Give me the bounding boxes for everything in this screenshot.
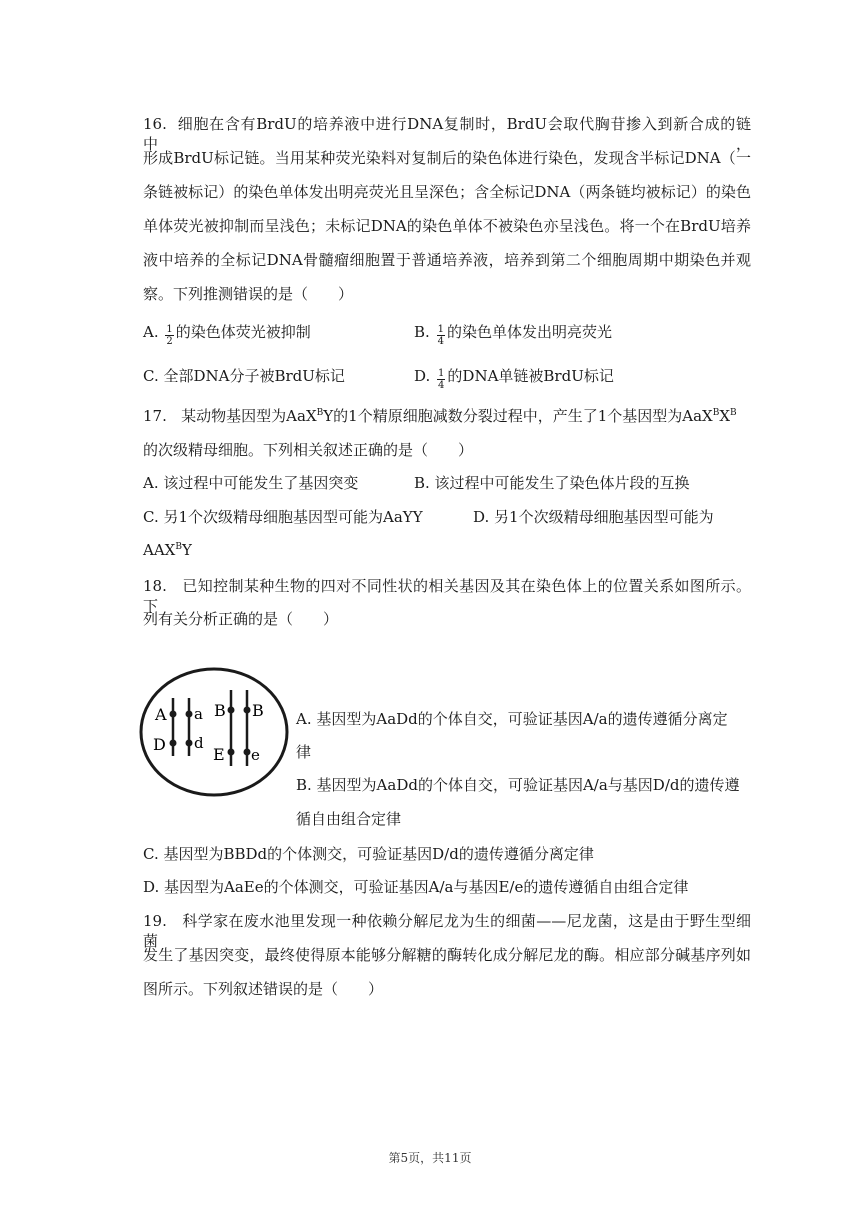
q18-option-b-cont: 循自由组合定律 bbox=[296, 810, 402, 828]
q18-option-d[interactable]: D. 基因型为AaEe的个体测交，可验证基因A/a与基因E/e的遗传遵循自由组合定律 bbox=[143, 878, 689, 896]
q17-option-b[interactable]: B. 该过程中可能发生了染色体片段的互换 bbox=[414, 474, 690, 492]
q16-line-6: 察。下列推测错误的是（ ） bbox=[143, 285, 354, 303]
q16-line-2: 形成BrdU标记链。当用某种荧光染料对复制后的染色体进行染色，发现含半标记DNA（一 bbox=[143, 149, 751, 167]
q19-line-1: 19. 科学家在废水池里发现一种依赖分解尼龙为生的细菌——尼龙菌，这是由于野生型细菌 bbox=[143, 912, 751, 950]
gene-locus bbox=[228, 749, 235, 756]
q18-number: 18. bbox=[143, 577, 167, 595]
gene-locus bbox=[186, 740, 193, 747]
q16-line-5: 液中培养的全标记DNA骨髓瘤细胞置于普通培养液，培养到第二个细胞周期中期染色并观 bbox=[143, 251, 751, 269]
q19-line-2: 发生了基因突变，最终使得原本能够分解糖的酶转化成分解尼龙的酶。相应部分碱基序列如 bbox=[143, 946, 751, 964]
q17-option-a[interactable]: A. 该过程中可能发生了基因突变 bbox=[143, 474, 359, 492]
gene-locus bbox=[244, 707, 251, 714]
q18-option-a-cont: 律 bbox=[296, 743, 312, 761]
q18-line-2: 列有关分析正确的是（ ） bbox=[143, 610, 339, 628]
q16-option-d[interactable]: D. $\frac{1}{4}$ 的DNA单链被BrdU标记 bbox=[414, 367, 614, 391]
page-footer: 第5页，共11页 bbox=[388, 1151, 472, 1165]
gene-label-a: a bbox=[194, 705, 203, 723]
gene-label-e: e bbox=[251, 746, 260, 764]
gene-label-D: D bbox=[153, 735, 166, 754]
q19-line-3: 图所示。下列叙述错误的是（ ） bbox=[143, 980, 384, 998]
gene-label-d: d bbox=[194, 734, 204, 752]
q19-number: 19. bbox=[143, 912, 167, 930]
gene-locus bbox=[170, 711, 177, 718]
fraction: $\frac{1}{4}$ bbox=[438, 368, 445, 391]
gene-locus bbox=[228, 707, 235, 714]
cell-outline bbox=[141, 669, 287, 795]
q17-option-d[interactable]: D. 另1个次级精母细胞基因型可能为 bbox=[473, 508, 714, 526]
q16-option-a[interactable]: A. $\frac{1}{2}$ 的染色体荧光被抑制 bbox=[143, 323, 311, 347]
q16-line-3: 条链被标记）的染色单体发出明亮荧光且呈深色；含全标记DNA（两条链均被标记）的染色 bbox=[143, 183, 751, 201]
q16-option-b[interactable]: B. $\frac{1}{4}$ 的染色单体发出明亮荧光 bbox=[414, 323, 612, 347]
gene-label-B-right: B bbox=[252, 701, 264, 720]
gene-locus bbox=[244, 749, 251, 756]
chromosome-diagram bbox=[138, 666, 290, 798]
gene-label-A: A bbox=[155, 705, 167, 724]
q16-line-1: 16. 细胞在含有BrdU的培养液中进行DNA复制时，BrdU会取代胸苷掺入到新合成的链中， bbox=[143, 115, 751, 153]
q16-option-c[interactable]: C. 全部DNA分子被BrdU标记 bbox=[143, 367, 345, 385]
q18-option-c[interactable]: C. 基因型为BBDd的个体测交，可验证基因D/d的遗传遵循分离定律 bbox=[143, 845, 594, 863]
q17-line-1: 17. 某动物基因型为AaX$^B$Y的1个精原细胞减数分裂过程中，产生了1个基因型为$AaX^BX^B$ bbox=[143, 407, 737, 425]
q17-line-2: 的次级精母细胞。下列相关叙述正确的是（ ） bbox=[143, 441, 474, 459]
fraction: $\frac{1}{2}$ bbox=[166, 324, 173, 347]
q18-option-b[interactable]: B. 基因型为AaDd的个体自交，可验证基因A/a与基因D/d的遗传遵 bbox=[296, 776, 740, 794]
q17-option-c[interactable]: C. 另1个次级精母细胞基因型可能为AaYY bbox=[143, 508, 423, 526]
q17-option-d-cont: $AAX^BY$ bbox=[143, 541, 192, 559]
q18-line-1: 18. 已知控制某种生物的四对不同性状的相关基因及其在染色体上的位置关系如图所示。下 bbox=[143, 577, 751, 615]
gene-label-B-left: B bbox=[214, 701, 226, 720]
q16-number: 16. bbox=[143, 115, 167, 133]
fraction: $\frac{1}{4}$ bbox=[437, 324, 444, 347]
q16-line-4: 单体荧光被抑制而呈浅色；未标记DNA的染色单体不被染色亦呈浅色。将一个在BrdU培养 bbox=[143, 217, 751, 235]
gene-locus bbox=[186, 711, 193, 718]
q17-number: 17. bbox=[143, 407, 167, 425]
q18-option-a[interactable]: A. 基因型为AaDd的个体自交，可验证基因A/a的遗传遵循分离定 bbox=[296, 710, 728, 728]
gene-label-E: E bbox=[213, 745, 225, 764]
gene-locus bbox=[170, 740, 177, 747]
